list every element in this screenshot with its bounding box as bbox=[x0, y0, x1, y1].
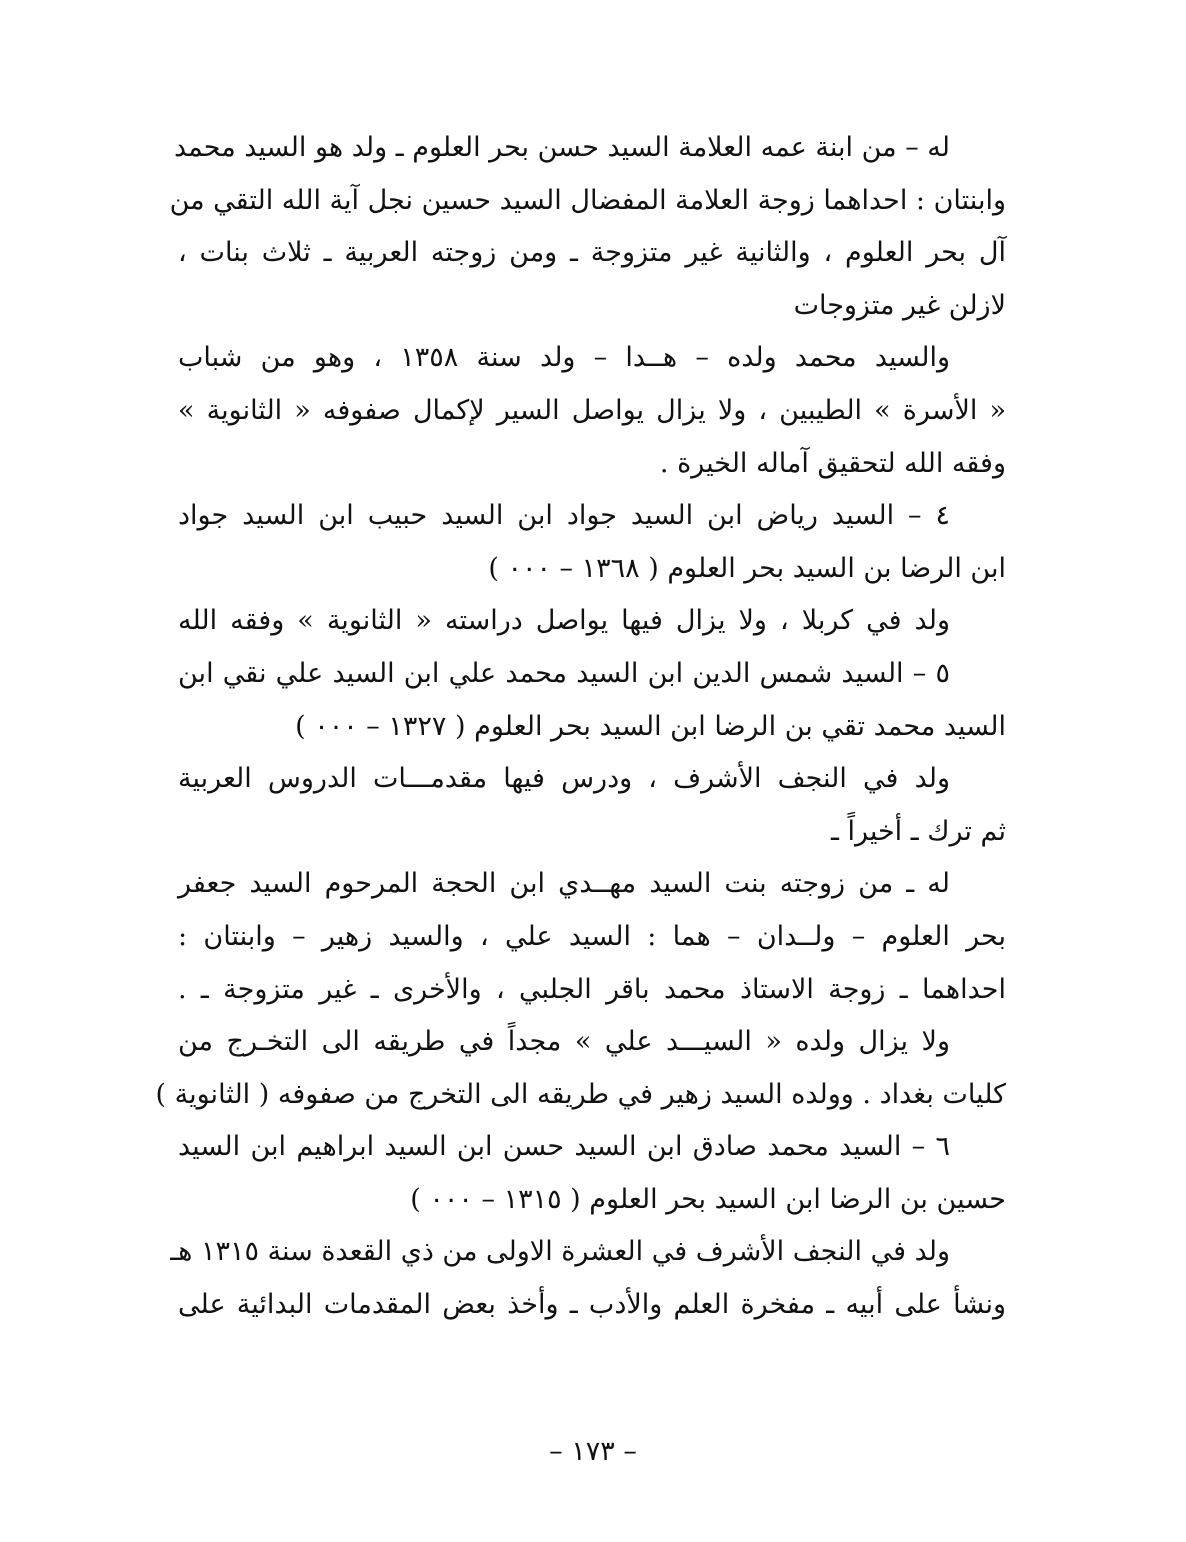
text-line: احداهما ـ زوجة الاستاذ محمد باقر الجلبي ، والأخرى ـ غير متزوجة ـ . bbox=[178, 973, 1006, 1005]
text-line: ونشأ على أبيه ـ مفخرة العلم والأدب ـ وأخذ بعض المقدمات البدائية على bbox=[178, 1289, 1006, 1321]
text-line: ولد في النجف الأشرف في العشرة الاولى من ذي القعدة سنة ١٣١٥ هـ bbox=[170, 1236, 950, 1268]
text-line: له – من ابنة عمه العلامة السيد حسن بحر العلوم ـ ولد هو السيد محمد bbox=[173, 132, 950, 163]
text-line: كليات بغداد . وولده السيد زهير في طريقه الى التخرج من صفوفه ( الثانوية ) bbox=[155, 1078, 1006, 1110]
text-line: ٦ – السيد محمد صادق ابن السيد حسن ابن السيد ابراهيم ابن السيد bbox=[178, 1131, 950, 1163]
text-line: والسيد محمد ولده – هــدا – ولد سنة ١٣٥٨ ، وهو من شباب bbox=[178, 342, 950, 374]
page-number: – ١٧٣ – bbox=[549, 1436, 637, 1467]
text-line: له ـ من زوجته بنت السيد مهــدي ابن الحجة المرحوم السيد جعفر bbox=[178, 868, 950, 900]
text-line: السيد محمد تقي بن الرضا ابن السيد بحر العلوم ( ١٣٢٧ – ٠٠٠ ) bbox=[295, 710, 1006, 742]
text-line: ثم ترك ـ أخيراً ـ bbox=[830, 815, 1006, 847]
text-line: « الأسرة » الطيبين ، ولا يزال يواصل السير لإكمال صفوفه « الثانوية » bbox=[178, 394, 1006, 426]
text-line: وابنتان : احداهما زوجة العلامة المفضال السيد حسين نجل آية الله التقي من bbox=[169, 184, 1006, 216]
text-line: لازلن غير متزوجات bbox=[793, 289, 1006, 321]
text-line: ولا يزال ولده « السيـــد علي » مجداً في طريقه الى التخـرج من bbox=[178, 1026, 950, 1058]
text-line: بحر العلوم – ولــدان – هما : السيد علي ، والسيد زهير – وابنتان : bbox=[178, 920, 1006, 952]
text-line: ولد في كربلا ، ولا يزال فيها يواصل دراسته « الثانوية » وفقه الله bbox=[178, 605, 950, 637]
text-line: وفقه الله لتحقيق آماله الخيرة . bbox=[659, 447, 1006, 479]
text-line: ولد في النجف الأشرف ، ودرس فيها مقدمـــات الدروس العربية bbox=[178, 763, 950, 795]
text-line: ابن الرضا بن السيد بحر العلوم ( ١٣٦٨ – ٠٠٠ ) bbox=[488, 552, 1006, 584]
page-body bbox=[155, 122, 1006, 1332]
text-line: ٤ – السيد رياض ابن السيد جواد ابن السيد حبيب ابن السيد جواد bbox=[178, 500, 950, 532]
text-line: آل بحر العلوم ، والثانية غير متزوجة ـ ومن زوجته العربية ـ ثلاث بنات ، bbox=[178, 237, 1006, 269]
text-line: حسين بن الرضا ابن السيد بحر العلوم ( ١٣١٥ – ٠٠٠ ) bbox=[410, 1183, 1006, 1215]
text-line: ٥ – السيد شمس الدين ابن السيد محمد علي ابن السيد علي نقي ابن bbox=[178, 657, 950, 689]
